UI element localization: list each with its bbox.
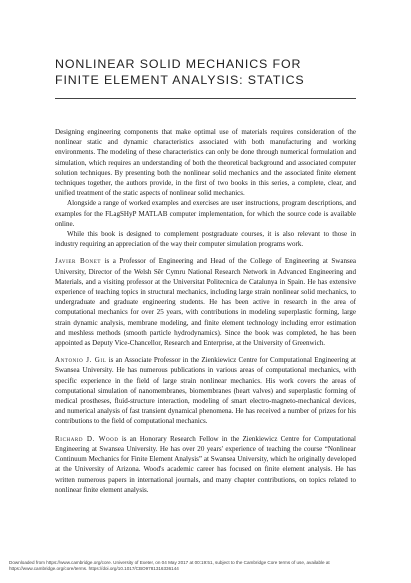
footer-line-1: Downloaded from https://www.cambridge.org/core. University of Exeter, on 04 May 2017 at 00:19:51, subject to the Cambridge Core terms of use, available at — [9, 560, 330, 565]
download-footer — [9, 560, 404, 573]
author-bio-wood — [55, 434, 356, 495]
author-bio-text: is an Honorary Research Fellow in the Zienkiewicz Centre for Computational Engineering at Swansea University. He has over 20 years' experience of teaching the course “Nonlinear Continuum Mechanics for Finite Element Analysis” at Swansea University, which he originally developed at the University of Arizona. Wood's academic career has focused on finite element analysis. He has written numerous papers in international journals, and many chapter contributions, on topics related to nonlinear finite element analysis. — [55, 434, 356, 494]
author-bio-text: is an Associate Professor in the Zienkiewicz Centre for Computational Engineering at Swansea University. He has numerous publications in various areas of computational mechanics, with specific experience in the field of large strain nonlinear mechanics. His work covers the areas of computational simulation of nanomembranes, biomembranes (heart valves) and superplastic forming of medical prostheses, fluid-structure interaction, modeling of smart electro-magneto-mechanical devices, and numerical analysis of fast transient dynamical phenomena. He has received a number of prizes for his contributions to the field of computational mechanics. — [55, 356, 356, 426]
author-name: Javier Bonet — [55, 257, 102, 266]
title-divider — [55, 98, 356, 99]
book-title — [55, 56, 375, 88]
author-name: Antonio J. Gil — [55, 356, 107, 365]
page-body — [55, 127, 356, 495]
footer-line-2: https://www.cambridge.org/core/terms. https://doi.org/10.1017/CBO9781316336144 — [9, 566, 179, 572]
description-paragraph-3: While this book is designed to complement postgraduate courses, it is also relevant to those in industry requiring an appreciation of the way their computer simulation programs work. — [55, 230, 356, 249]
description-paragraph-1: Designing engineering components that make optimal use of materials requires consideration of the nonlinear static and dynamic characteristics associated with both manufacturing and working environments. The modeling of these characteristics can only be done through numerical formulation and simulation, which requires an understanding of both the theoretical background and associated computer solution techniques. By presenting both the nonlinear solid mechanics and the associated finite element techniques together, the authors provide, in the first of two books in this series, a complete, clear, and unified treatment of the static aspects of nonlinear solid mechanics. — [55, 128, 356, 198]
book-title-line-1: NONLINEAR SOLID MECHANICS FOR — [55, 57, 302, 71]
author-bio-gil — [55, 355, 356, 426]
author-name: Richard D. Wood — [55, 434, 119, 443]
description-paragraph-2: Alongside a range of worked examples and exercises are user instructions, program descriptions, and examples for the FLagSHyP MATLAB computer implementation, for which the source code is available online. — [55, 199, 356, 228]
author-bio-bonet — [55, 256, 356, 348]
book-title-line-2: FINITE ELEMENT ANALYSIS: STATICS — [55, 73, 305, 87]
author-bio-text: is a Professor of Engineering and Head of the College of Engineering at Swansea University, Director of the Welsh Sêr Cymru National Research Network in Advanced Engineering and Materials, and a visiting professor at the Universitat Politecnica de Catalunya in Spain. He has extensive experience of teaching topics in structural mechanics, including large strain nonlinear solid mechanics, to undergraduate and graduate engineering students. He has been active in research in the area of computational mechanics for over 25 years, with contributions in modeling superplastic forming, large strain dynamic analysis, membrane modeling, and finite element technology including error estimation and meshless methods (smooth particle hydrodynamics). Since the book was completed, he has been appointed as Deputy Vice-Chancellor, Research and Enterprise, at the University of Greenwich. — [55, 257, 356, 348]
